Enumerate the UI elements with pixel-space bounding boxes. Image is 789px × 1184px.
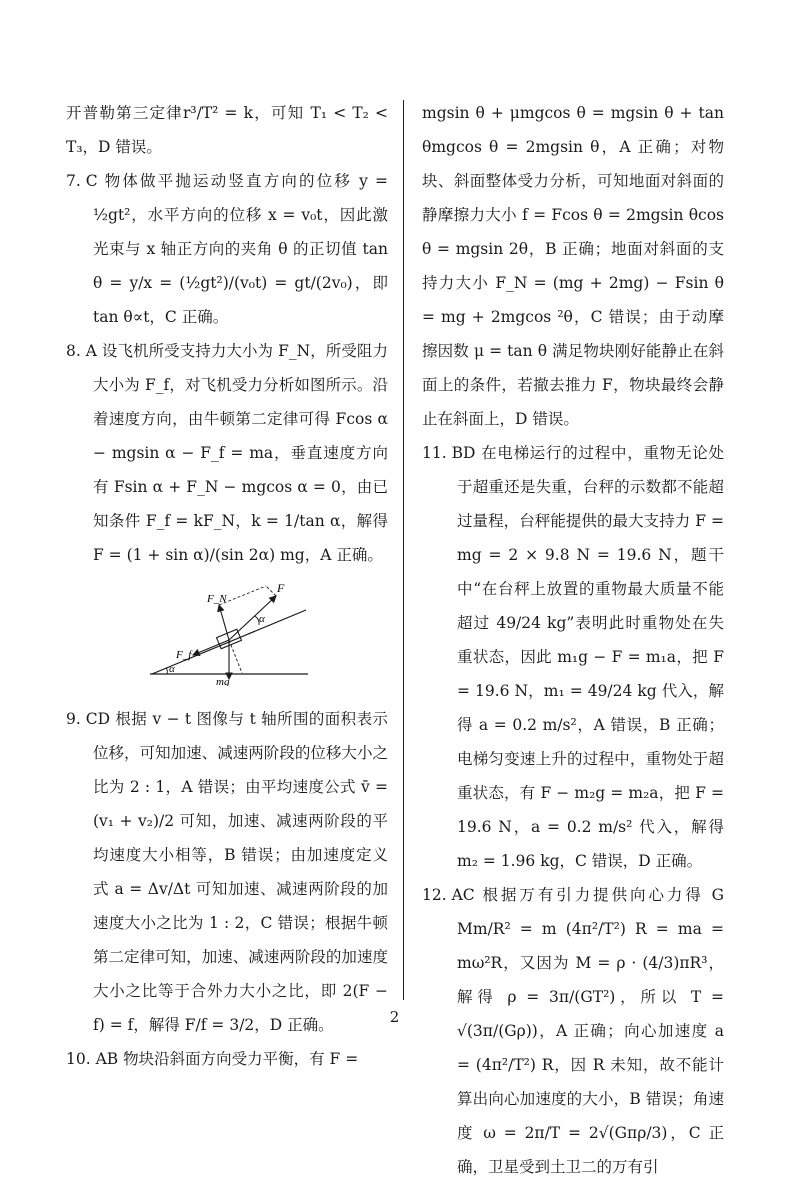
page-number: 2 (389, 1008, 400, 1026)
answer-10-continuation: mgsin θ + μmgcos θ = mgsin θ + tan θmgcos θ = 2mgsin θ，A 正确；对物块、斜面整体受力分析，可知地面对斜面的静摩擦力大小 f = Fcos θ = 2mgsin θcos θ = mgsin 2θ，B 正确；地面对斜面的支持力大小 F_N = (mg + 2mg) − Fsin θ = mg + 2mgcos ²θ，C 错误；由于动摩擦因数 μ = tan θ 满足物块刚好能静止在斜面上的条件，若撤去推力 F，物块最终会静止在斜面上，D 错误。 (422, 104, 724, 428)
answer-11-text: 在电梯运行的过程中，重物无论处于超重还是失重，台秤的示数都不能超过量程，台秤能提供的最大支持力 F = mg = 2 × 9.8 N = 19.6 N，题干中“在台秤上放置的重物最大质量不能超过 49/24 kg”表明此时重物处在失重状态，因此 m₁g − F = m₁a，把 F = 19.6 N，m₁ = 49/24 kg 代入，解得 a = 0.2 m/s²，A 错误，B 正确；电梯匀变速上升的过程中，重物处于超重状态，有 F − m₂g = m₂a，把 F = 19.6 N，a = 0.2 m/s² 代入，解得 m₂ = 1.96 kg，C 错误，D 正确。 (457, 444, 724, 870)
label-FN: F_N (207, 593, 227, 605)
answer-9-number: 9. CD (66, 710, 111, 728)
answer-12-text: 根据万有引力提供向心力得 G Mm/R² = m (4π²/T²) R = ma = mω²R，又因为 M = ρ · (4/3)πR³，解得 ρ = 3π/(GT²)，所以 T = √(3π/(Gρ))，A 正确；向心加速度 a = (4π²/T²) R，因 R 未知，故不能计算出向心加速度的大小，B 错误；角速度 ω = 2π/T = 2√(Gπρ/3)，C 正确，卫星受到土卫二的万有引 (457, 886, 724, 1176)
answer-12 (422, 878, 724, 1184)
left-para-continuation: 开普勒第三定律r³/T² = k，可知 T₁ < T₂ < T₃，D 错误。 (66, 104, 388, 156)
answer-8-text: 设飞机所受支持力大小为 F_N，所受阻力大小为 F_f，对飞机受力分析如图所示。沿着速度方向，由牛顿第二定律可得 Fcos α − mgsin α − F_f = ma，垂直速度方向有 Fsin α + F_N − mgcos α = 0，由已知条件 F_f = kF_N，k = 1/tan α，解得 F = (1 + sin α)/(sin 2α) mg，A 正确。 (93, 342, 388, 564)
label-mg: mg (216, 676, 230, 686)
answer-7 (66, 164, 388, 334)
answer-9-text: 根据 v − t 图像与 t 轴所围的面积表示位移，可知加速、减速两阶段的位移大小之比为 2 : 1，A 错误；由平均速度公式 v̄ = (v₁ + v₂)/2 可知，加速、减速两阶段的平均速度大小相等，B 错误；由加速度定义式 a = Δv/Δt 可知加速、减速两阶段的加速度大小之比为 1 : 2，C 错误；根据牛顿第二定律可知，加速、减速两阶段的加速度大小之比等于合外力大小之比，即 2(F − f) = f，解得 F/f = 3/2，D 正确。 (93, 710, 388, 1034)
answer-12-number: 12. AC (422, 886, 475, 904)
dashed-guide-bottom (229, 640, 242, 673)
angle-arc-bottom (166, 668, 167, 674)
answer-10-text: 物块沿斜面方向受力平衡，有 F = (123, 1050, 359, 1068)
answer-7-number: 7. C (66, 172, 98, 190)
column-divider (403, 100, 404, 1000)
answer-8-number: 8. A (66, 342, 97, 360)
answer-8 (66, 334, 388, 572)
answer-10-number: 10. AB (66, 1050, 119, 1068)
answer-7-text: 物体做平抛运动竖直方向的位移 y = ½gt²，水平方向的位移 x = v₀t，因此激光束与 x 轴正方向的夹角 θ 的正切值 tan θ = y/x = (½gt²)/(v₀t) = gt/(2v₀)，即 tan θ∝t，C 正确。 (93, 172, 388, 326)
force-diagram (66, 574, 388, 686)
label-F: F (277, 581, 285, 595)
label-Ff: F_f (176, 649, 192, 661)
answer-11-number: 11. BD (422, 444, 476, 462)
force-F-arrow (229, 596, 276, 640)
left-column (66, 96, 388, 1076)
answer-11 (422, 436, 724, 878)
answer-10 (66, 1042, 388, 1076)
label-alpha-top: α (259, 613, 265, 625)
label-alpha-bottom: α (169, 663, 175, 675)
dashed-guide-right (266, 586, 276, 596)
answer-9 (66, 702, 388, 1042)
